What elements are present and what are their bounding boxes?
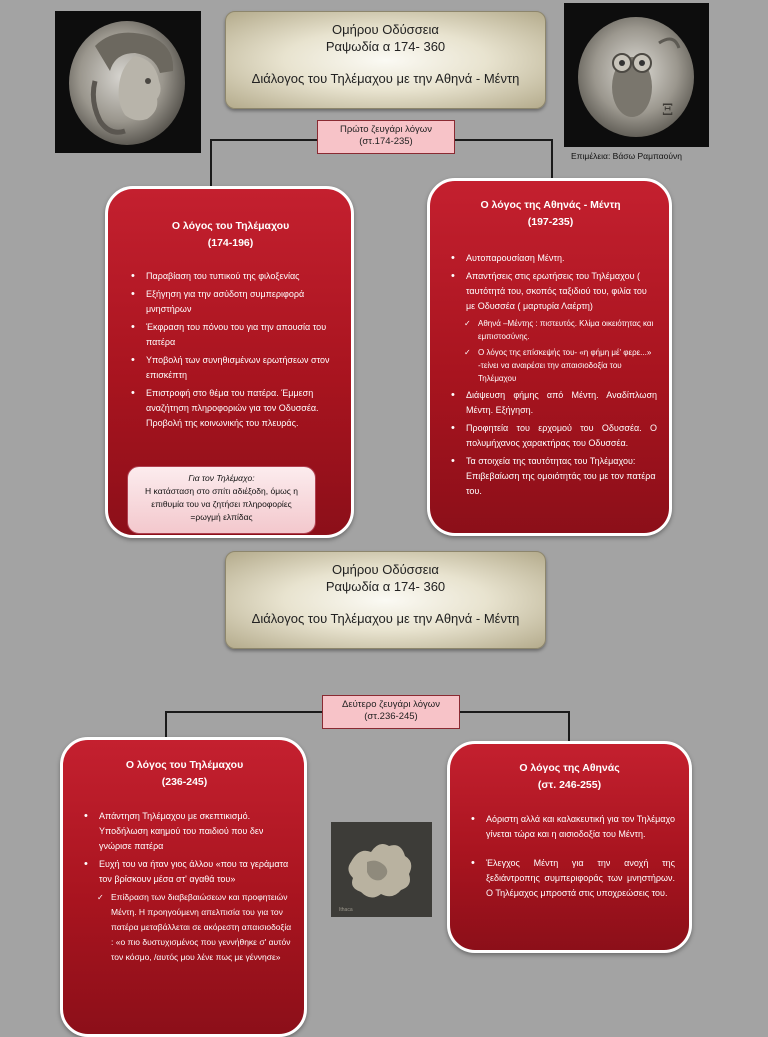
map-label: Ithaca	[339, 907, 353, 913]
card-tr-title: Ο λόγος της Αθηνάς - Μέντη	[480, 199, 621, 211]
card-tl-title: Ο λόγος του Τηλέμαχου	[171, 220, 290, 232]
card-athena-speech-2	[447, 741, 692, 953]
pair-box-first	[317, 120, 455, 154]
list-item: • Προφητεία του ερχομού του Οδυσσέα. Ο πολυμήχανος χαρακτήρας του Οδυσσέα.	[444, 421, 657, 451]
title-dialogue: Διάλογος του Τηλέμαχου με την Αθηνά - Μέντη	[251, 71, 520, 86]
card-br-range: (στ. 246-255)	[537, 779, 602, 791]
list-item: • Αυτοπαρουσίαση Μέντη.	[444, 251, 657, 266]
connector-bottom-left	[165, 711, 167, 739]
ithaca-map-icon	[331, 822, 432, 917]
pair-box-second	[322, 695, 460, 729]
title-rhapsody: Ραψωδία α 174- 360	[325, 579, 446, 594]
title-dialogue: Διάλογος του Τηλέμαχου με την Αθηνά - Μέντη	[251, 611, 520, 626]
title-box-top	[225, 11, 546, 109]
note-title: Για τον Τηλέμαχο:	[188, 473, 255, 483]
note-telemachus	[127, 466, 316, 534]
list-item: • Ευχή του να ήταν γιος άλλου «που τα γεράματα τον βρίσκουν μέσα στ' αγαθά του»	[77, 857, 292, 887]
card-tl-range: (174-196)	[207, 237, 254, 249]
list-item-check: ✓ Ο λόγος της επίσκεψής του- «η φήμη μέ' φερε...» -τείνει να αναιρέσει την απαισιοδοξία του Τηλέμαχου	[444, 346, 657, 385]
svg-text:Ξ: Ξ	[662, 100, 674, 119]
list-item: • Έλεγχος Μέντη για την ανοχή της ξεδιάντροπης συμπεριφοράς των μνηστήρων. Ο Τηλέμαχος μπροστά στις υποχρεώσεις του.	[464, 856, 675, 901]
card-bl-title: Ο λόγος του Τηλέμαχου	[125, 759, 244, 771]
connector-top-left	[210, 139, 212, 188]
title-work: Ομήρου Οδύσσεια	[332, 22, 439, 37]
pair-first-range: (στ.174-235)	[359, 136, 413, 147]
owl-coin-icon	[564, 3, 709, 147]
pair-second-range: (στ.236-245)	[364, 711, 418, 722]
title-rhapsody: Ραψωδία α 174- 360	[325, 39, 446, 54]
list-item: • Υποβολή των συνηθισμένων ερωτήσεων στον επισκέπτη	[124, 353, 337, 383]
card-bl-range: (236-245)	[161, 776, 208, 788]
title-box-middle	[225, 551, 546, 649]
list-item: • Διάψευση φήμης από Μέντη. Αναδίπλωση Μέντη. Εξήγηση.	[444, 388, 657, 418]
credit-caption: Επιμέλεια: Βάσω Ραμπαούνη	[571, 151, 682, 161]
card-tr-range: (197-235)	[527, 216, 574, 228]
list-item: • Παραβίαση του τυπικού της φιλοξενίας	[124, 269, 337, 284]
list-item-check: ✓ Επίδραση των διαβεβαιώσεων και προφητειών Μέντη. Η προηγούμενη απελπισία του για τον πατέρα μεταβάλλεται σε ακόρεστη απαισιοδοξία : «ο πιο δυστυχισμένος που γεννήθηκε σ' αυτόν τον κόσμο, /αυτός μου λένε πως με γέννησε»	[77, 890, 292, 965]
note-text: Η κατάσταση στο σπίτι αδιέξοδη, όμως η επιθυμία του να ζητήσει πληροφορίες =ρωγμή ελπίδας	[145, 486, 298, 522]
athena-helmet-coin-icon	[55, 11, 201, 153]
list-item: • Τα στοιχεία της ταυτότητας του Τηλέμαχου: Επιβεβαίωση της ομοιότητάς του με τον πατέρα του.	[444, 454, 657, 499]
pair-first-title: Πρώτο ζευγάρι λόγων	[340, 124, 432, 135]
connector-top-right	[551, 139, 553, 179]
card-telemachus-speech-2	[60, 737, 307, 1037]
card-athena-mentes-speech-1	[427, 178, 672, 536]
list-item: • Έκφραση του πόνου του για την απουσία του πατέρα	[124, 320, 337, 350]
connector-bottom-right	[568, 711, 570, 743]
list-item: • Αόριστη αλλά και καλακευτική για τον Τηλέμαχο γίνεται τώρα και η αισιοδοξία του Μέντη.	[464, 812, 675, 842]
list-item: • Απαντήσεις στις ερωτήσεις του Τηλέμαχου ( ταυτότητά του, σκοπός ταξιδιού του, φιλία του με Οδυσσέα ( μαρτυρία Λαέρτη)	[444, 269, 657, 314]
list-item: • Απάντηση Τηλέμαχου με σκεπτικισμό. Υποδήλωση καημού του παιδιού που δεν γνώρισε πατέρα	[77, 809, 292, 854]
pair-second-title: Δεύτερο ζευγάρι λόγων	[342, 699, 440, 710]
card-br-title: Ο λόγος της Αθηνάς	[519, 762, 620, 774]
list-item: • Επιστροφή στο θέμα του πατέρα. Έμμεση αναζήτηση πληροφοριών για τον Οδυσσέα. Προβολή της κοινωνικής του πλευράς.	[124, 386, 337, 431]
title-work: Ομήρου Οδύσσεια	[332, 562, 439, 577]
list-item: • Εξήγηση για την ασύδοτη συμπεριφορά μνηστήρων	[124, 287, 337, 317]
list-item-check: ✓ Αθηνά –Μέντης : πιστευτός. Κλίμα οικειότητας και εμπιστοσύνης.	[444, 317, 657, 343]
